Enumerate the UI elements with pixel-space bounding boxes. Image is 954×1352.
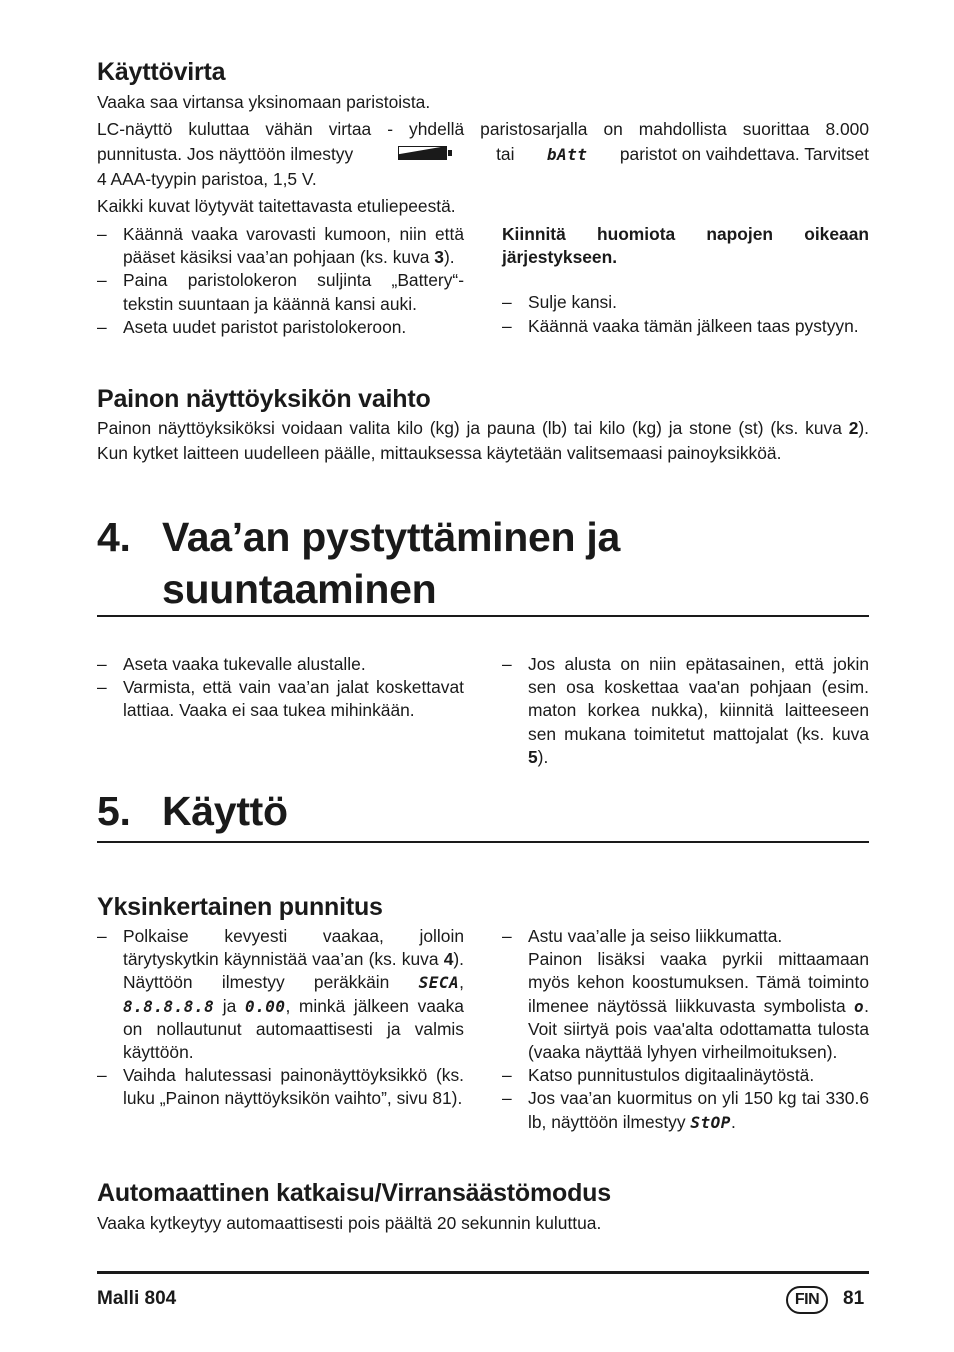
power-text-a: punnitusta. Jos näyttöön ilmestyy [97,144,354,164]
lcd-batt-symbol: bAtt [546,145,588,164]
lcd-all-segments: 8.8.8.8.8 [123,996,215,1016]
power-text-c: paristot on vaihdettava. Tarvitset [619,144,869,164]
power-paragraph-2-line-1: LC-näyttö kuluttaa vähän virtaa - yhdellä paristosarjalla on mahdollista suorittaa 8.000 [97,119,869,139]
footer-rule [97,1271,869,1274]
section-heading-units: Painon näyttöyksikön vaihto [97,385,431,413]
auto-off-paragraph: Vaaka kytkeytyy automaattisesti pois päältä 20 sekunnin kuluttua. [97,1213,602,1233]
power-paragraph-3: Kaikki kuvat löytyvät taitettavasta etuliepeestä. [97,196,456,216]
list-item-continuation: Painon lisäksi vaaka pyrkii mittaamaan myös kehon koostumuksen. Tämä toiminto ilmenee näytössä liikkuvasta symbolista o. Voit siirtyä pois vaa'alta odottamatta tulosta (vaaka näyttää lyhyen virheilmoituksen). [528,949,869,1063]
section-heading-auto-off: Automaattinen katkaisu/Virransäästömodus [97,1179,611,1207]
power-text-b: tai [496,144,515,164]
lcd-seca: SECA [418,973,460,993]
units-paragraph: Painon näyttöyksiköksi voidaan valita kilo (kg) ja pauna (lb) tai kilo (kg) ja stone (st) (ks. kuva 2). Kun kytket laitteen uudelleen päälle, mittauksessa käytetään valitsemaasi painoyksikköä. [97,418,869,463]
chapter-5-heading [97,785,288,837]
lcd-moving-symbol: o [854,996,865,1016]
lcd-stop: StOP [690,1112,731,1132]
footer-model: Malli 804 [97,1288,177,1309]
chapter-title-line-1: Vaa’an pystyttäminen ja [162,514,620,560]
list-item: – Katso punnitustulos digitaalinäytöstä. [502,1064,869,1087]
weighing-steps-left [97,925,464,1111]
list-item: – Vaihda halutessasi painonäyttöyksikkö (ks. luku „Painon näyttöyksikön vaihto”, sivu 81). [97,1064,464,1110]
weighing-steps-right [502,925,869,1134]
chapter-number: 5. [97,788,131,834]
list-item: – Aseta uudet paristot paristolokeroon. [97,316,464,339]
section-heading-power: Käyttövirta [97,58,226,86]
list-item: – Paina paristolokeron suljinta „Battery“-tekstin suuntaan ja käännä kansi auki. [97,269,464,315]
power-paragraph-2-line-2 [97,142,869,167]
list-item: – Varmista, että vain vaa’an jalat koskettavat lattiaa. Vaaka ei saa tukea mihinkään. [97,676,464,722]
list-item: – Käännä vaaka varovasti kumoon, niin että pääset käsiksi vaa’an pohjaan (ks. kuva 3). [97,223,464,269]
battery-low-icon [398,146,452,160]
chapter-title-line-2: suuntaaminen [162,566,437,612]
list-item: – Aseta vaaka tukevalle alustalle. [97,653,464,676]
power-paragraph-1: Vaaka saa virtansa yksinomaan paristoista. [97,92,431,112]
polarity-notice: Kiinnitä huomiota napojen oikeaan järjestykseen. [502,224,869,268]
list-item: – Käännä vaaka tämän jälkeen taas pystyyn. [502,315,869,338]
lcd-zero: 0.00 [244,996,286,1016]
power-paragraph-2-line-3: 4 AAA-tyypin paristoa, 1,5 V. [97,169,317,189]
section-heading-simple-weighing: Yksinkertainen punnitus [97,893,383,921]
manual-page [97,0,869,1352]
chapter-number: 4. [97,514,131,560]
list-item: – Polkaise kevyesti vaakaa, jolloin tärytyskytkin käynnistää vaa’an (ks. kuva 4). Näyttöön ilmestyy peräkkäin SECA, 8.8.8.8.8 ja 0.00, minkä jälkeen vaaka on nollautunut automaattisesti ja valmis käyttöön. [97,925,464,1064]
list-item: – Astu vaa’alle ja seiso liikkumatta. [502,925,869,948]
power-steps-left [97,223,464,339]
chapter-4-rule [97,615,869,617]
list-item: – Jos alusta on niin epätasainen, että jokin sen osa koskettaa vaa'an pohjaan (esim. maton korkea nukka), kiinnitä laitteeseen sen mukana toimitetut mattojalat (ks. kuva 5). [502,653,869,769]
chapter-4-heading [97,511,620,615]
setup-steps-left [97,653,464,723]
power-steps-right [502,223,869,338]
page-number: 81 [843,1288,865,1309]
chapter-title: Käyttö [162,788,288,834]
chapter-5-rule [97,841,869,843]
list-item: – Sulje kansi. [502,291,869,314]
setup-steps-right [502,653,869,769]
list-item: – Jos vaa’an kuormitus on yli 150 kg tai 330.6 lb, näyttöön ilmestyy StOP. [502,1087,869,1133]
language-badge: FIN [786,1286,828,1314]
